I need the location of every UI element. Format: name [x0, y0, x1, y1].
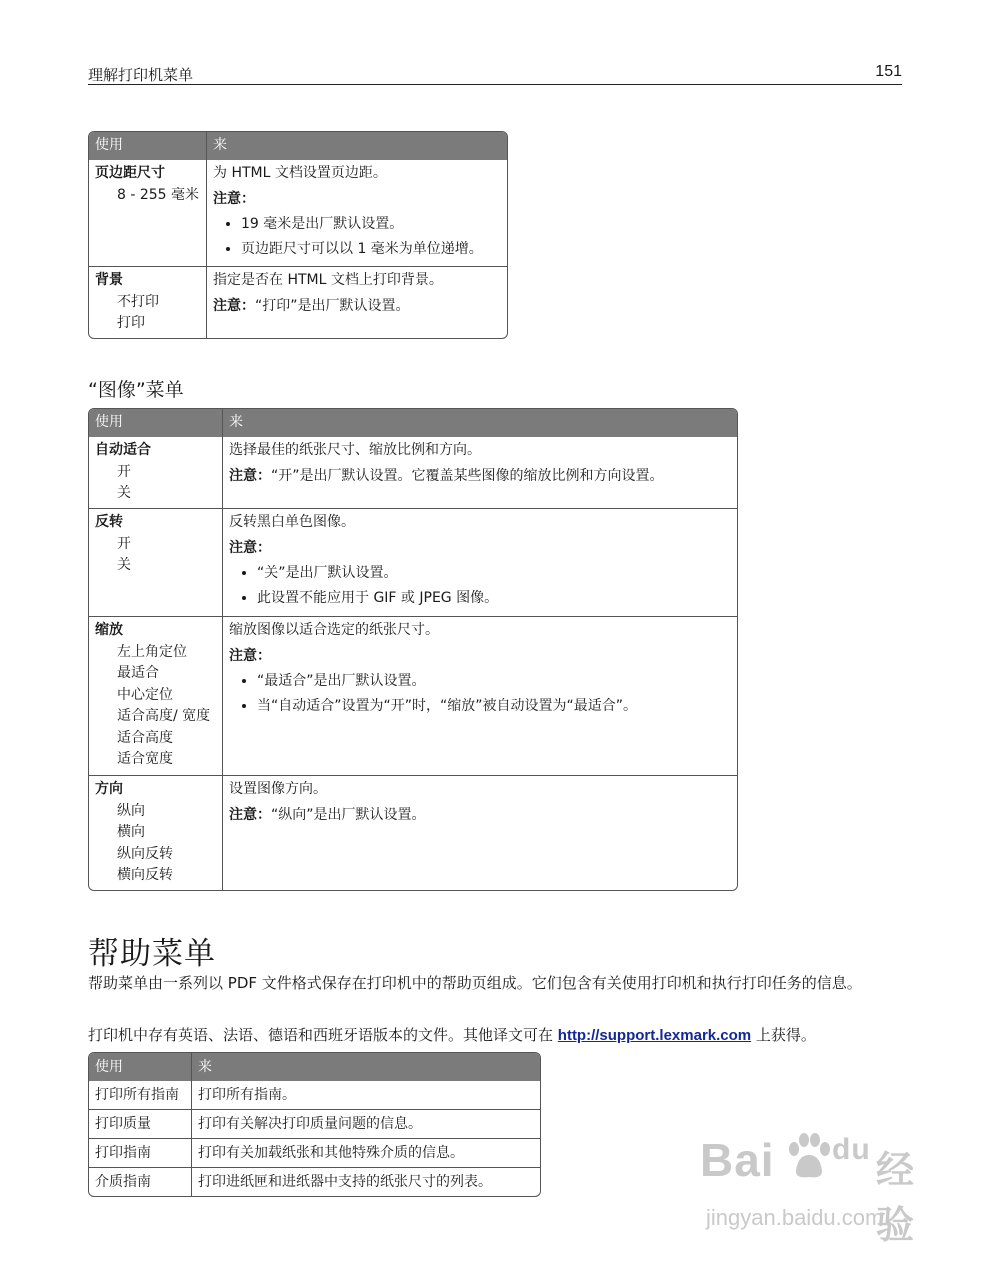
- column-header-to: 来: [206, 132, 507, 160]
- menu-option: 不打印: [117, 293, 159, 310]
- menu-option: 纵向反转: [117, 845, 173, 862]
- image-menu-heading: “图像”菜单: [88, 379, 184, 401]
- paw-icon: [784, 1131, 834, 1181]
- baidu-jingyan-watermark: [700, 1125, 950, 1255]
- paragraph-text: 上获得。: [751, 1026, 816, 1044]
- menu-option: 适合高度: [117, 729, 173, 746]
- description-text: 缩放图像以适合选定的纸张尺寸。: [229, 622, 439, 638]
- watermark-jingyan: 经验: [876, 1148, 915, 1247]
- note-bullet: • “关”是出厂默认设置。: [257, 563, 731, 585]
- note-label: 注意：: [229, 806, 271, 823]
- menu-option: 适合宽度: [117, 751, 173, 767]
- table-row: [89, 1167, 540, 1196]
- image-menu-table: [88, 408, 738, 891]
- menu-item-label: 缩放: [95, 622, 123, 638]
- help-menu-translations: [88, 1024, 904, 1047]
- note-text: “打印”是出厂默认设置。: [255, 297, 410, 314]
- menu-item-label: 背景: [95, 272, 123, 288]
- description-text: 设置图像方向。: [229, 781, 327, 797]
- table-row: [89, 266, 507, 338]
- note-list: [213, 214, 501, 260]
- table-header-row: [89, 409, 737, 437]
- description-cell: 打印有关加载纸张和其他特殊介质的信息。: [191, 1138, 540, 1167]
- support-link[interactable]: http://support.lexmark.com: [557, 1027, 752, 1044]
- menu-option: 最适合: [117, 665, 159, 681]
- watermark-brand: Bai: [700, 1134, 775, 1186]
- menu-option: 8 - 255 毫米: [117, 186, 200, 203]
- table-header-row: [89, 1053, 540, 1081]
- menu-option: 横向反转: [117, 867, 173, 883]
- watermark-url: jingyan.baidu.com: [706, 1205, 884, 1230]
- help-menu-table: [88, 1052, 541, 1197]
- menu-option: 横向: [117, 824, 145, 840]
- description-text: 指定是否在 HTML 文档上打印背景。: [213, 272, 443, 288]
- note-line: [229, 805, 731, 827]
- note-bullet: • 19 毫米是出厂默认设置。: [241, 214, 501, 236]
- menu-item-cell: [89, 266, 206, 338]
- description-cell: 打印有关解决打印质量问题的信息。: [191, 1109, 540, 1138]
- note-bullet: • “最适合”是出厂默认设置。: [257, 671, 731, 693]
- menu-item-cell: 打印质量: [89, 1109, 191, 1138]
- table-row: [89, 1109, 540, 1138]
- menu-option: 中心定位: [117, 686, 173, 703]
- column-header-use: 使用: [89, 409, 222, 437]
- menu-option: 适合高度/ 宽度: [117, 708, 211, 724]
- menu-option: 开: [117, 463, 131, 480]
- note-text: “纵向”是出厂默认设置。: [271, 806, 426, 823]
- table-row: [89, 1081, 540, 1109]
- description-cell: [222, 616, 737, 775]
- note-label: 注意：: [229, 539, 271, 556]
- column-header-use: 使用: [89, 132, 206, 160]
- note-bullet: • 页边距尺寸可以以 1 毫米为单位递增。: [241, 239, 501, 261]
- menu-option: 关: [117, 557, 131, 573]
- description-text: 选择最佳的纸张尺寸、缩放比例和方向。: [229, 442, 481, 458]
- menu-item-label: 方向: [95, 781, 123, 797]
- note-bullet: • 此设置不能应用于 GIF 或 JPEG 图像。: [257, 588, 731, 610]
- watermark-brand-suffix: du: [832, 1133, 871, 1166]
- table-row: [89, 775, 737, 890]
- column-header-to: 来: [222, 409, 737, 437]
- note-list: [229, 671, 731, 717]
- description-cell: 打印进纸匣和进纸器中支持的纸张尺寸的列表。: [191, 1167, 540, 1196]
- help-menu-intro: 帮助菜单由一系列以 PDF 文件格式保存在打印机中的帮助页组成。它们包含有关使用打印机和执行打印任务的信息。: [88, 974, 862, 992]
- column-header-to: 来: [191, 1053, 540, 1081]
- column-header-use: 使用: [89, 1053, 191, 1081]
- menu-item-cell: [89, 508, 222, 616]
- table-row: [89, 437, 737, 508]
- description-cell: [222, 508, 737, 616]
- menu-item-label: 自动适合: [95, 442, 151, 458]
- menu-item-cell: 打印所有指南: [95, 1087, 179, 1103]
- paragraph-text: 打印机中存有英语、法语、德语和西班牙语版本的文件。其他译文可在: [88, 1026, 558, 1044]
- menu-option: 打印: [117, 315, 145, 331]
- description-cell: [222, 437, 737, 508]
- table-row: [89, 508, 737, 616]
- menu-option: 纵向: [117, 802, 145, 819]
- note-bullet: • 当“自动适合”设置为“开”时，“缩放”被自动设置为“最适合”。: [257, 696, 731, 718]
- page-number: 151: [875, 63, 902, 80]
- note-label: 注意：: [213, 297, 255, 314]
- note-label: 注意：: [213, 190, 255, 207]
- table-row: [89, 1138, 540, 1167]
- description-text: 反转黑白单色图像。: [229, 514, 355, 530]
- description-cell: [206, 160, 507, 266]
- menu-option: 关: [117, 485, 131, 501]
- menu-item-cell: [89, 437, 222, 508]
- description-cell: 打印所有指南。: [191, 1081, 540, 1109]
- html-settings-table: [88, 131, 508, 339]
- table-header-row: [89, 132, 507, 160]
- menu-item-label: 反转: [95, 514, 123, 530]
- menu-item-cell: [89, 616, 222, 775]
- description-cell: [206, 266, 507, 338]
- note-label: 注意：: [229, 647, 271, 664]
- help-menu-heading: 帮助菜单: [88, 936, 216, 972]
- table-row: [89, 160, 507, 266]
- menu-option: 左上角定位: [117, 643, 187, 660]
- note-label: 注意：: [229, 467, 271, 484]
- note-line: [213, 296, 501, 318]
- menu-item-label: 页边距尺寸: [95, 165, 165, 181]
- menu-item-cell: 介质指南: [89, 1167, 191, 1196]
- description-cell: [222, 775, 737, 890]
- note-list: [229, 563, 731, 609]
- description-text: 为 HTML 文档设置页边距。: [213, 165, 387, 181]
- menu-item-cell: 打印指南: [89, 1138, 191, 1167]
- note-line: [229, 466, 731, 488]
- table-row: [89, 616, 737, 775]
- note-text: “开”是出厂默认设置。它覆盖某些图像的缩放比例和方向设置。: [271, 467, 664, 484]
- header-title: 理解打印机菜单: [88, 66, 194, 84]
- menu-item-cell: [89, 775, 222, 890]
- menu-item-cell: [89, 160, 206, 266]
- menu-option: 开: [117, 535, 131, 552]
- page-header: [88, 62, 902, 85]
